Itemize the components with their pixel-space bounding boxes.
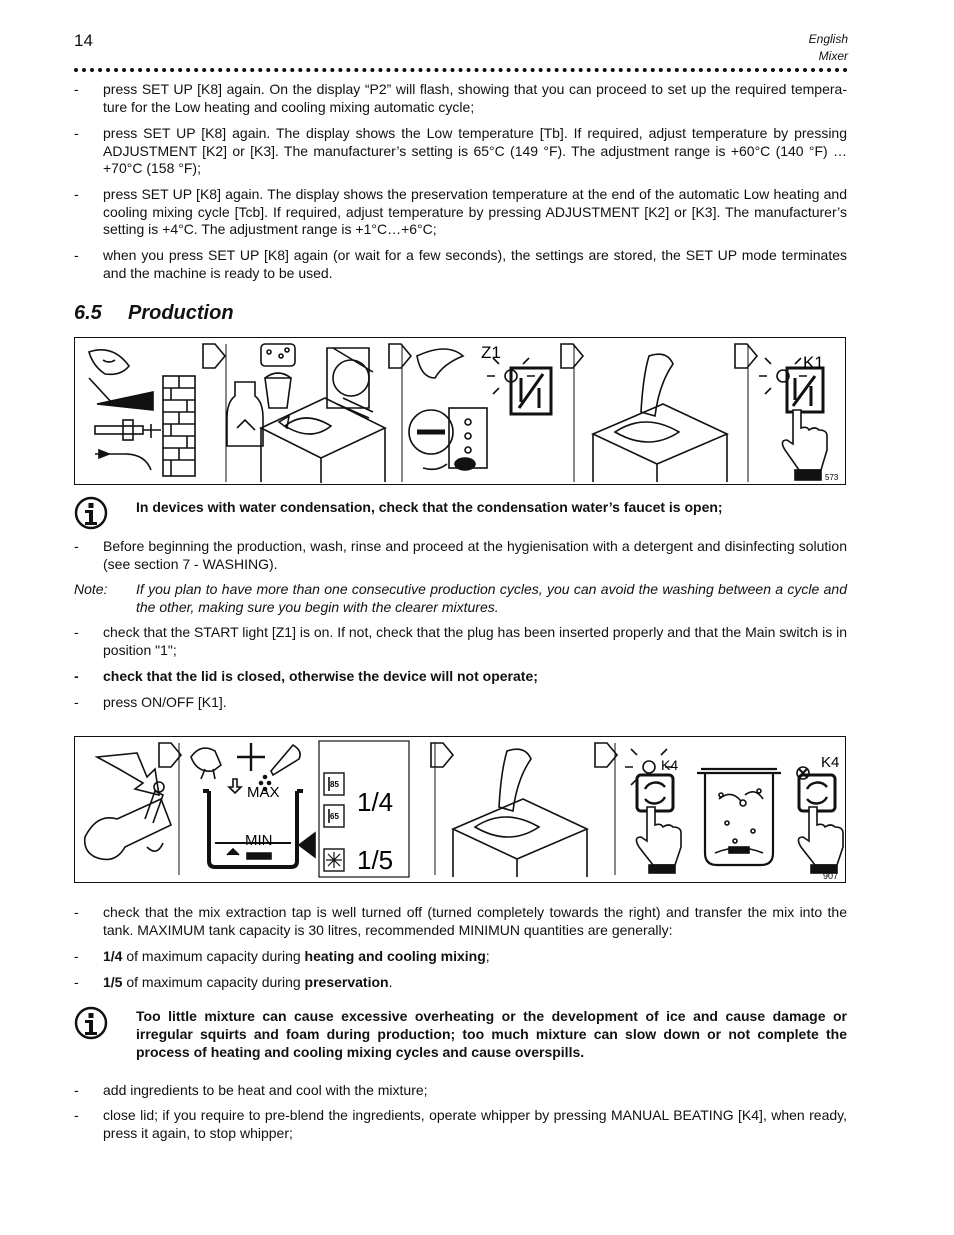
list-item-text: press SET UP [K8] again. The display shows the preservation temperature at the end of the automatic Low heating and cooling mixing cycle [Tcb]. If required, adjust temperature by pressing ADJUSTMENT [K2] or [K3]. The manufacturer’s setting is +4°C. The adjustment range is +1°C…+6°C;: [103, 186, 847, 237]
header-language: English: [808, 32, 848, 46]
figure-production-steps: [74, 337, 846, 485]
figure-mix-loading: [74, 736, 846, 883]
list-item-text: press ON/OFF [K1].: [103, 694, 227, 710]
label-temp-85: 85: [330, 780, 339, 789]
list-item: [74, 624, 847, 659]
header-right: [809, 31, 848, 65]
arrow-right-icon: [561, 344, 583, 368]
list-item-text: [103, 948, 847, 966]
list-dash: -: [74, 624, 79, 640]
list-item: [74, 668, 847, 686]
quantity-text: of maximum capacity during: [122, 948, 305, 964]
list-item-text: check that the START light [Z1] is on. If not, check that the plug has been inserted properly and that the Main switch is in position "1";: [103, 624, 847, 658]
label-k1: K1: [803, 353, 824, 372]
list-item-text: check that the mix extraction tap is well turned off (turned completely towards the right) and transfer the mix into the tank. MAXIMUM tank capacity is 30 litres, recommended MINIMUN quantities are generally:: [103, 904, 847, 938]
indicator-light-icon: [643, 761, 655, 773]
bucket-icon: [265, 378, 291, 408]
list-item: [74, 904, 847, 939]
info-icon: [74, 1006, 108, 1040]
list-item: [74, 247, 847, 282]
arrow-right-icon: [159, 743, 181, 767]
arrow-right-icon: [431, 743, 453, 767]
info-notice: [74, 1006, 847, 1061]
quantity-mode: heating and cooling mixing: [304, 948, 486, 964]
list-item: [74, 81, 847, 116]
list-dash: -: [74, 694, 79, 710]
arrow-right-icon: [389, 344, 411, 368]
list-item-text: close lid; if you require to pre-blend the ingredients, operate whipper by pressing MANUAL BEATING [K4], when ready, press it again, to stop whipper;: [103, 1107, 847, 1141]
arrow-right-icon: [595, 743, 617, 767]
label-one-quarter: 1/4: [357, 787, 394, 817]
list-dash: -: [74, 668, 79, 684]
figure-code: 573: [825, 473, 839, 482]
sponge-icon: [261, 344, 295, 366]
list-dash: -: [74, 1107, 79, 1123]
info-text: Too little mixture can cause excessive overheating or the development of ice and cause damage or irregular squirts and foam during production; too much mixture can slow down or not complete the process of heating and cooling mixing cycles and cause overspills.: [136, 1008, 847, 1060]
eye-icon: [417, 349, 463, 378]
label-max: MAX: [247, 784, 280, 801]
list-item: [74, 948, 847, 966]
quantity-text: of maximum capacity during: [122, 974, 305, 990]
list-item-text: check that the lid is closed, otherwise the device will not operate;: [103, 668, 538, 684]
pressing-finger-icon: [782, 410, 827, 470]
label-k4: K4: [821, 754, 840, 771]
quantity-end: .: [388, 974, 393, 990]
list-item: [74, 694, 847, 712]
list-item: [74, 125, 847, 178]
list-item: [74, 1107, 847, 1142]
list-item: [74, 538, 847, 573]
list-item: [74, 974, 847, 992]
list-dash: -: [74, 904, 79, 920]
header-product: Mixer: [818, 49, 848, 63]
label-temp-65: 65: [330, 812, 339, 821]
section-heading: [74, 302, 234, 325]
list-item-text: press SET UP [K8] again. The display shows the Low temperature [Tb]. If required, adjust temperature by pressing ADJUSTMENT [K2] or [K3]. The manufacturer’s setting is 65°C (149 °F). The adjustment range is +60°C (140 °F) …+70°C (158 °F);: [103, 125, 847, 176]
label-k4: K4: [661, 757, 679, 773]
manual-beating-key-icon: [637, 775, 673, 811]
figure-code: 907: [823, 871, 839, 881]
quantity-mode: preservation: [304, 974, 389, 990]
info-notice: [74, 496, 847, 516]
note-label: Note:: [74, 581, 108, 597]
quantity-end: ;: [485, 948, 490, 964]
tank-opening: [285, 418, 331, 434]
header-dotted-rule: [74, 68, 848, 72]
list-dash: -: [74, 125, 79, 141]
list-dash: -: [74, 974, 79, 990]
label-one-fifth: 1/5: [357, 845, 394, 875]
quantity-fraction: 1/5: [103, 974, 123, 990]
quantity-fraction: 1/4: [103, 948, 123, 964]
label-min: MIN: [245, 832, 273, 849]
label-z1: Z1: [481, 343, 501, 362]
list-item: [74, 1082, 847, 1100]
list-item: [74, 186, 847, 239]
list-item-text: Before beginning the production, wash, rinse and proceed at the hygienisation with a detergent and disinfecting solution (see section 7 - WASHING).: [103, 538, 847, 572]
list-item-text: add ingredients to be heat and cool with the mixture;: [103, 1082, 428, 1098]
list-dash: -: [74, 538, 79, 554]
note: [74, 581, 847, 616]
info-icon: [74, 496, 108, 530]
arrow-right-icon: [735, 344, 757, 368]
list-item-text: press SET UP [K8] again. On the display “P2” will flash, showing that you can proceed to set up the required tempera-ture for the Low heating and cooling mixing automatic cycle;: [103, 81, 847, 115]
list-item-text: when you press SET UP [K8] again (or wait for a few seconds), the settings are stored, the SET UP mode terminates and the machine is ready to be used.: [103, 247, 847, 281]
pressing-finger-icon: [636, 807, 681, 865]
list-dash: -: [74, 247, 79, 263]
pressing-finger-icon: [798, 807, 843, 865]
list-dash: -: [74, 81, 79, 97]
list-item-text: [103, 974, 847, 992]
section-number: 6.5: [74, 302, 102, 324]
list-dash: -: [74, 1082, 79, 1098]
info-text: In devices with water condensation, check that the condensation water’s faucet is open;: [136, 499, 723, 515]
page-number: 14: [74, 31, 93, 50]
note-text: If you plan to have more than one consecutive production cycles, you can avoid the washing between a cycle and the other, making sure you begin with the clearer mixtures.: [136, 581, 847, 615]
list-dash: -: [74, 948, 79, 964]
manual-beating-key-icon: [799, 775, 835, 811]
figure-mix-loading-drawing: [75, 737, 844, 881]
detergent-bottle-icon: [227, 382, 263, 446]
scoop-icon: [271, 745, 300, 775]
figure-production-steps-drawing: [75, 338, 844, 483]
arrow-right-icon: [203, 344, 225, 368]
pitcher-icon: [191, 748, 221, 771]
lid-icon: [499, 749, 531, 811]
list-dash: -: [74, 186, 79, 202]
curved-arrow-icon: [97, 753, 159, 795]
section-title: Production: [128, 302, 234, 324]
plus-icon: [237, 743, 265, 771]
